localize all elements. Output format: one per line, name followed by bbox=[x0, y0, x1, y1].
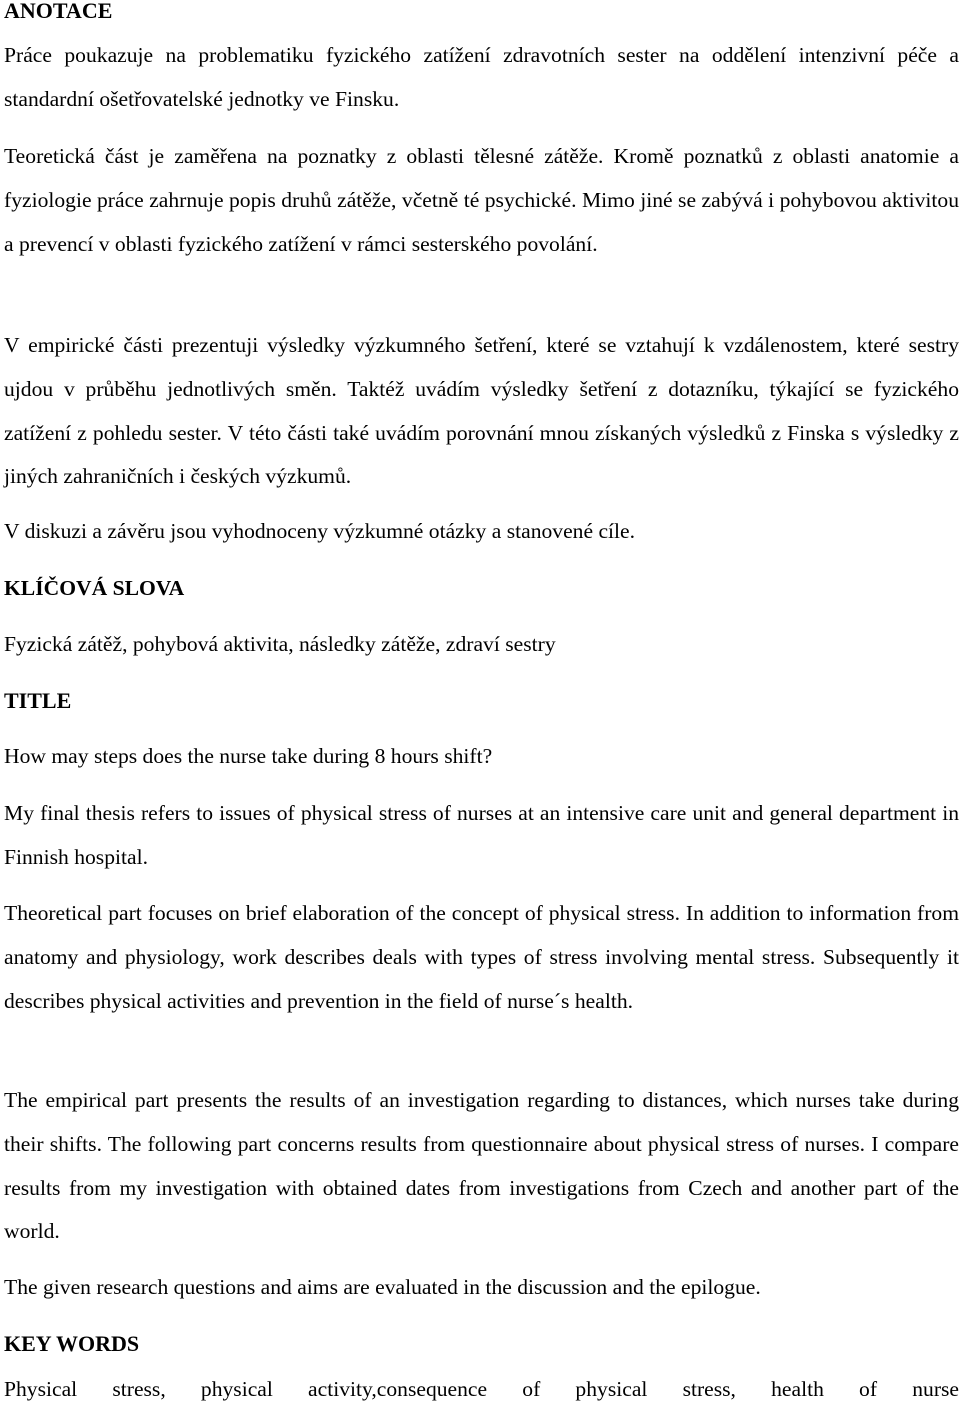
keywords-cz-heading: KLÍČOVÁ SLOVA bbox=[4, 576, 185, 600]
annotation-paragraph-1: Práce poukazuje na problematiku fyzického zatížení zdravotních sester na oddělení intenzivní péče a standardní ošetřovatelské jednotky ve Finsku. bbox=[4, 43, 959, 111]
title-heading: TITLE bbox=[4, 688, 72, 713]
keywords-en-text: Physical stress, physical activity,consequence of physical stress, health of nurse bbox=[4, 1377, 959, 1401]
annotation-heading: ANOTACE bbox=[4, 0, 113, 23]
keywords-en-heading: KEY WORDS bbox=[4, 1331, 140, 1356]
abstract-paragraph-1: My final thesis refers to issues of physical stress of nurses at an intensive care unit and general department in Finnish hospital. bbox=[4, 801, 959, 869]
abstract-paragraph-3: The empirical part presents the results of an investigation regarding to distances, which nurses take during their shifts. The following part concerns results from questionnaire about physical stress of nurses. I compare results from my investigation with obtained dates from investigations from Czech and another part of the world. bbox=[4, 1088, 959, 1244]
annotation-paragraph-4: V diskuzi a závěru jsou vyhodnoceny výzkumné otázky a stanovené cíle. bbox=[4, 519, 636, 543]
annotation-paragraph-2: Teoretická část je zaměřena na poznatky z oblasti tělesné zátěže. Kromě poznatků z oblasti anatomie a fyziologie práce zahrnuje popis druhů zátěže, včetně té psychické. Mimo jiné se zabývá i pohybovou aktivitou a prevencí v oblasti fyzického zatížení v rámci sesterského povolání. bbox=[4, 144, 959, 256]
abstract-paragraph-4: The given research questions and aims are evaluated in the discussion and the epilogue. bbox=[4, 1275, 761, 1299]
title-text: How may steps does the nurse take during 8 hours shift? bbox=[4, 744, 493, 768]
annotation-paragraph-3: V empirické části prezentuji výsledky výzkumného šetření, které se vztahují k vzdálenostem, které sestry ujdou v průběhu jednotlivých směn. Taktéž uvádím výsledky šetření z dotazníku, týkající se fyzického zatížení z pohledu sester. V této části také uvádím porovnání mnou získaných výsledků z Finska s výsledky z jiných zahraničních i českých výzkumů. bbox=[4, 333, 959, 489]
abstract-paragraph-2: Theoretical part focuses on brief elaboration of the concept of physical stress. In addition to information from anatomy and physiology, work describes deals with types of stress involving mental stress. Subsequently it describes physical activities and prevention in the field of nurse´s health. bbox=[4, 901, 959, 1013]
keywords-cz-text: Fyzická zátěž, pohybová aktivita, následky zátěže, zdraví sestry bbox=[4, 632, 556, 656]
